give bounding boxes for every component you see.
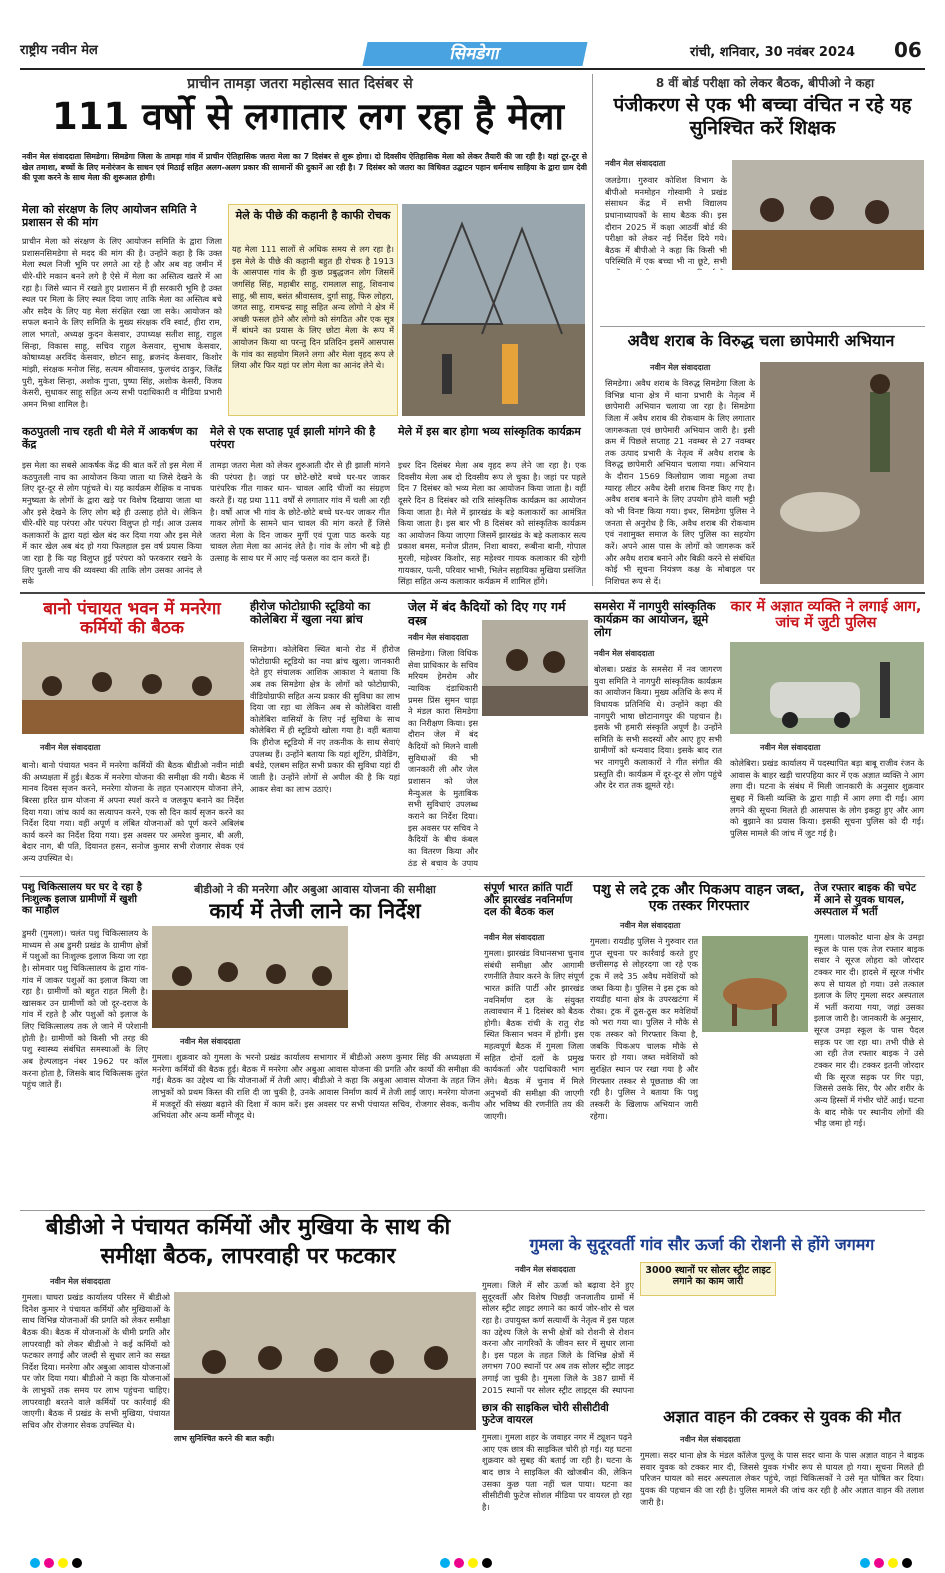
solar-byline: नवीन मेल संवाददाता (515, 1265, 576, 1274)
solar-highlight-box: 3000 स्थानों पर सोलर स्ट्रीट लाइट लगाने का काम जारी (640, 1262, 776, 1296)
bdo-text: गुमला। शुक्रवार को गुमला के भरनो प्रखंड कार्यालय सभागार में बीडीओ अरुण कुमार सिंह की अध्यक्षता में मनरेगा कर्मियों की बैठक हुई। बैठक में मनरेगा और अबुआ आवास योजना की प्रगति और कार्यो की समीक्षा की गई। बैठक का उद्देश्य था कि योजनाओं में तेजी आए। बीडीओ ने कहा कि अबुआ आवास योजना के तहत जिन लाभुकों को प्रथम किस्त की राशि दी जा चुकी है, उनके आवास निर्माण कार्य में तेजी लाई जाए। मनरेगा योजना में मजदूरों की संख्या बढ़ाने की दिशा में काम करें। इस अवसर पर सभी पंचायत सचिव, रोजगार सेवक, कनीय अभियंता और अन्य कर्मी मौजूद थे। (152, 1052, 480, 1121)
board-byline: नवीन मेल संवाददाता (605, 159, 666, 168)
lead-photo-drawing (402, 204, 585, 416)
accident-byline: नवीन मेल संवाददाता (680, 1435, 741, 1444)
bike-headline: तेज रफ्तार बाइक की चपेट में आने से युवक घायल, अस्पताल में भर्ती (814, 882, 916, 919)
lead-sub4-text: तामड़ा जतरा मेला को लेकर शुरुआती दौर से ही झाली मांगने की परंपरा है। जहां पर छोटे-छोटे बच्चे घर-घर जाकर पारंपरिक गीत गाकर धान- चावल आदि चीजों का संग्रहण करते हैं। यह प्रथा 111 वर्षों से लगातार गांव में चली आ रही है। वर्षो आज भी गांव के छोटे-छोटे बच्चे घर-घर जाकर गीत गाकर लोगों के सामने धान चावल की मांग करते हैं जिसे जतरा मेला के दिन जाकर मुर्गी एवं पूजा पाठ करके यह चावल लेता मेला का आनंद लेते है। गांव के लोग भी बड़े ही उत्साह के साथ घर में आए नई फसल का दान करते हैं। (210, 460, 390, 564)
nagpuri-text: बोलबा। प्रखंड के समसेरा में नव जागरण युवा समिति ने नागपुरी सांस्कृतिक कार्यक्रम का आयोजन किया। मुख्य अतिथि के रूप में विधायक प्रतिनिधि थे। उन्होंने कहा की नागपुरी भाषा छोटानागपुर की पहचान है। इसके भी हमारी संस्कृति अपूर्ण है। उन्होंने समिति के सभी सदस्यों और आए हुए सभी ग्रामीणों को धन्यवाद दिया। इसके बाद रात भर नागपुरी कलाकारों ने गीत संगीत की प्रस्तुति दी। कार्यक्रम में दूर-दूर से लोग पहुंचे और देर रात तक झूमते रहे। (594, 664, 722, 791)
registration-mark (72, 1558, 82, 1568)
board-photo-drawing (732, 160, 924, 270)
registration-mark (888, 1558, 898, 1568)
bdo-headline: कार्य में तेजी लाने का निर्देश (209, 899, 421, 923)
bano-photo-drawing (22, 642, 244, 734)
divider-row4 (20, 1210, 925, 1211)
vet-headline: पशु चिकित्सालय घर घर दे रहा है निःशुल्क इलाज ग्रामीणों में खुशी का माहौल (22, 882, 142, 916)
lead-sub2-title: मेले के पीछे की कहानी है काफी रोचक (235, 209, 391, 222)
accident-text: गुमला। सदर थाना क्षेत्र के मंडल कॉलेज पुल्लू के पास सदर थाना के पास अज्ञात वाहन ने बाइक सवार युवक को टक्कर मार दी, जिससे युवक गंभीर रूप से घायल हो गया। सूचना मिलते ही परिजन घायल को सदर अस्पताल लेकर पहुंचे, जहां चिकित्सकों ने उसे मृत घोषित कर दिया। युवक की पहचान की जा रही है। पुलिस मामले की जांच कर रही है और अज्ञात वाहन की तलाश जारी है। (640, 1450, 924, 1507)
lead-sub4-title: मेले से एक सप्ताह पूर्व झाली मांगने की है परंपरा (210, 425, 376, 451)
lead-headline: 111 वर्षो से लगातार लग रहा है मेला (52, 95, 564, 138)
jmm-text: गुमला। झारखंड विधानसभा चुनाव संबंधी समीक्षा और आगामी रणनीति तैयार करने के लिए संपूर्ण भारत क्रांति पार्टी और झारखंड नवनिर्माण दल के संयुक्त तत्वावधान में 1 दिसंबर को बैठक होगी। बैठक रांची के रातु रोड स्थित किसान भवन में होगी। इस महत्वपूर्ण बैठक में गुमला जिला सहित दोनों दलों के प्रमुख कार्यकर्ता और पदाधिकारी भाग लेंगे। बैठक में चुनाव में मिले अनुभवों की समीक्षा की जाएगी और भविष्य की रणनीति तय की जाएगी। (484, 948, 584, 1121)
bano-byline: नवीन मेल संवाददाता (40, 743, 101, 752)
studio-headline: हीरोज फोटोग्राफी स्टूडियो का कोलेबिरा में खुला नया ब्रांच (250, 599, 371, 627)
divider-row3 (20, 876, 925, 877)
lead-photo-fair (402, 204, 585, 416)
masthead-rule (20, 68, 925, 70)
bano-headline: बानो पंचायत भवन में मनरेगा कर्मियों की बैठक (43, 599, 221, 638)
bano-text: बानो। बानो पंचायत भवन में मनरेगा कर्मियों की बैठक बीडीओ नवीन मांडी की अध्यक्षता में हुई। बैठक में मनरेगा योजना की समीक्षा की गयी। बैठक में मानव दिवस सृजन करने, मनरेगा योजना के तहत एनआरएम योजना लेने, बिरसा हरित ग्राम योजना में अपना स्पर्श करने व जलकूप बनाने का निर्देश दिया गया। जांच कार्य का सत्यापन करने, एक सौ दिन कार्य सृजन करने का निर्देश दिया गया। वहीं अपूर्ण व लंबित योजनाओं को पूर्ण करने अबिलंब कार्य करने का निर्देश दिया गया। इस अवसर पर अमरेश कुमार, बी अली, बेदार नाग, बी पति, दियानत हसन, सनोज कुमार सभी रोजगार सेवक एवं अन्य उपस्थित थे। (22, 760, 244, 864)
page-number: 06 (894, 38, 922, 62)
truck-text: गुमला। रायडीह पुलिस ने गुरुवार रात गुप्त सूचना पर कार्रवाई करते हुए छत्तीसगढ़ से लोहरदगा जा रहे एक ट्रक में लदे 35 अवैध मवेशियों को जब्त किया है। पुलिस ने इस ट्रक को रायडीह थाना क्षेत्र के उपरखटंगा में रोका। ट्रक में ठूस-ठूस कर मवेशियों को भरा गया था। पुलिस ने मौके से एक तस्कर को गिरफ्तार किया है, जबकि पिकअप चालक मौके से फरार हो गया। जब्त मवेशियों को सुरक्षित स्थान पर रखा गया है और गिरफ्तार तस्कर से पूछताछ की जा रही है। पुलिस ने बताया कि पशु तस्करी के खिलाफ अभियान जारी रहेगा। (590, 936, 698, 1121)
bdo-text-side (352, 926, 480, 1048)
registration-mark (30, 1558, 40, 1568)
lead-sub3-text: इस मेला का सबसे आकर्षक केंद्र की बात करें तो इस मेला में कठपुतली नाच का आयोजन किया जाता था जिसे देखने के लिए दूर-दूर से लोग पहुंचते थे। यह कार्यक्रम शैक्षिक व नाचक मनुष्यता के लोगों के द्वारा खड़े पर विशेष दिखाया जाता था और इसे देखने के लिए लोग बड़े ही उत्साह होते थे। लेकिन धीरे-धीरे यह परंपरा और परंपरा विलुप्त हो गई। आज उत्सव कलाकारों के द्वारा यहां खेल बंद कर दिया गया और इस मेले में कार खेल अब बंद हो गया फिलहाल इस वर्ष प्रयास किया जा रहा है कि यह विलुप्त हुई परंपरा को फरकरार रखने के लिए पुतली नाच की व्यवस्था की ताकि लोग उसका आनंद ले सके (22, 460, 202, 586)
panchayat-text: गुमला। घाघरा प्रखंड कार्यालय परिसर में बीडीओ दिनेश कुमार ने पंचायत कर्मियों और मुखियाओं के साथ विभिन्न योजनाओं की प्रगति को लेकर समीक्षा बैठक की। बैठक में योजनाओं के धीमी प्रगति और लापरवाही को लेकर बीडीओ ने कई कर्मियों को फटकार लगाई और जल्दी से सुधार लाने का सख्त निर्देश दिया। मनरेगा और अबुआ आवास योजनाओं पर जोर दिया गया। बीडीओ ने कहा कि योजनाओं के लाभुकों तक समय पर लाभ पहुंचना चाहिए। लापरवाही बरतने वाले कर्मियों पर कार्रवाई की जाएगी। बैठक में प्रखंड के सभी मुखिया, पंचायत सचिव और रोजगार सेवक उपस्थित थे। (22, 1292, 170, 1431)
registration-mark (58, 1558, 68, 1568)
bdo-photo (152, 926, 348, 1028)
jail-photo (482, 620, 588, 716)
jmm-headline: संपूर्ण भारत क्रांति पार्टी और झारखंड नवनिर्माण दल की बैठक कल (484, 882, 573, 919)
lead-intro: नवीन मेल संवाददाता सिमडेगा। सिमडेगा जिला के तामड़ा गांव में प्राचीन ऐतिहासिक जतरा मेला का 7 दिसंबर से शुरू होगा। दो दिवसीय ऐतिहासिक मेला को लेकर तैयारी की जा रही है। यहां टूर-टूर से खेल तमाशा, बच्चों के लिए मनोरंजन के साधन एवं मिठाई सहित अलग-अलग प्रकार की सामानों की दुकानें आ रही है। 7 दिसंबर को जतरा का विधिवत उद्घाटन पहान धर्मनाथ साहिया के द्वारा ग्राम देवी की पूजा करने के साथ मेला की शुरूआत होगी। (22, 152, 587, 183)
jail-text-cont (482, 722, 588, 870)
bdo-byline: नवीन मेल संवाददाता (180, 1037, 241, 1046)
jmm-byline: नवीन मेल संवाददाता (484, 933, 545, 942)
studio-text: सिमडेगा। कोलेबिरा स्थित बानो रोड में हीरोज फोटोग्राफी स्टूडियो का नया ब्रांच खुला। जानकारी देते हुए संचालक आशिक आकाश ने बताया कि अब तक सिमडेगा क्षेत्र के लोगों को फोटोग्राफी, वीडियोग्राफी सहित अन्य प्रकार की सुविधा का लाभ दिया जा रहा था लेकिन अब से कोलेबिरा वासी कोलेबिरा वासियों के लिए नई सुविधा के साथ कोलेबिरा में ही स्टूडियो खोला गया है। वहीं बताया कि हीरोज स्टूडियो में नए तकनीक के साथ सेवाएं उपलब्ध हैं। उन्होंने बताया कि यहां शूटिंग, प्रीवेडिंग, बर्थडे, एलबम सहित सभी प्रकार की सुविधा यहां दी जाती है। उन्होंने लोगों से अपील की है कि यहां आकर सेवा का लाभ उठाएं। (250, 644, 400, 794)
section-tab: सिमडेगा (362, 42, 587, 66)
panchayat-caption: लाभ सुनिश्चित करने की बात कही। (174, 1434, 275, 1443)
truck-text-cont (702, 1036, 808, 1204)
registration-mark (482, 1558, 492, 1568)
accident-headline: अज्ञात वाहन की टक्कर से युवक की मौत (663, 1407, 901, 1426)
lead-sub1-text: प्राचीन मेला को संरक्षण के लिए आयोजन समिति के द्वारा जिला प्रशासनसिमडेगा से मदद की मांग की है। उन्होंने कहा है कि उक्त मेला स्थल निजी भूमि पर लगते आ रहे है और अब वह जमीन में धीरे-धीरे मकान बनने लगे है ऐसे में मेला का अस्तित्व खतरे में आ रहा है। जिसे ध्यान में रखते हुए प्रशासन में ही सरकारी भूमि है उक्त स्थल पर मिला के लिए स्थल दिया जाए ताकि मेला का अस्तित्व बचे और सदैव के लिए यह मेला संरक्षित रखा जा सके। आयोजन को सफल बनाने के लिए समिति के मुख्य संरक्षक रवि स्वार्ट, हीरा राम, लाल भगतो, अध्यक्ष कुदन केसवार, उपाध्यक्ष सतीश साहू, राहुल सिन्हा, विकास साहू, सचिव राहुल केसवार, सुभाष केसवार, कोषाध्यक्ष अरविंद केसवार, छोटन साहू, ब्रजनंद केसवार, किशोर मांझी, संरक्षक मनोज सिंह, सत्यम श्रीवास्तव, फुलचंद ठाकुर, जितेंद्र पुरी, मुकेश सिन्हा, अशोक गुप्ता, पुष्पा सिंह, अशोक केसरी, विजय केसरी, सुधाकर साहू सहित अन्य सभी पदाधिकारी व मीडिया प्रभारी अमन मिश्रा शामिल है। (22, 236, 222, 409)
registration-mark (468, 1558, 478, 1568)
truck-photo (702, 936, 808, 1032)
board-text: जलडेगा। गुरुवार कोशिश विभाग के बीपीओ मनमोहन गोस्वामी ने प्रखंड संसाधन केंद्र में सभी विद्यालय प्रधानाध्यापकों के साथ बैठक की। इस दौरान 2025 में कक्षा आठवीं बोर्ड की परीक्षा को लेकर नई निर्देश दिये गये। बैठक में बीपीओ ने कहा कि किसी भी परिस्थिति में एक बच्चा भी ना छूटे, सभी (605, 175, 727, 267)
bike-text: गुमला। पालकोट थाना क्षेत्र के उमड़ा स्कूल के पास एक तेज रफ्तार बाइक सवार ने सूरज लोहरा को जोरदार टक्कर मार दी। हादसे में सूरज गंभीर रूप से घायल हो गया। उसे तत्काल इलाज के लिए गुमला सदर अस्पताल में भर्ती कराया गया, जहां उसका इलाज जारी है। जानकारी के अनुसार, सूरज उमड़ा स्कूल के पास पैदल सड़क पर जा रहा था। तभी पीछे से आ रही तेज रफ्तार बाइक ने उसे टक्कर मार दी। टक्कर इतनी जोरदार थी कि सूरज सड़क पर गिर पड़ा, जिससे उसके सिर, पैर और शरीर के अन्य हिस्सों में गंभीर चोटें आई। घटना के बाद मौके पर स्थानीय लोगों की भीड़ जमा हो गई। (814, 932, 924, 1129)
liquor-text: सिमडेगा। अवैध शराब के विरुद्ध सिमडेगा जिला के विभिन्न थाना क्षेत्र में थाना प्रभारी के नेतृत्व में छापेमारी अभियान चलाया जा रहा है। सिमडेगा जिला में अवैध शराब की रोकथाम के लिए लगातार जागरूकता एवं छापेमारी अभियान जारी है। इसी क्रम में पिछले सप्ताह 21 नवम्बर से 27 नवम्बर तक उत्पाद प्रभारी के नेतृत्व में अवैध शराब के विरुद्ध छापेमारी अभियान चलाया गया। अभियान के दौरान 1569 किलोग्राम जावा महुआ तथा ग्यारह लीटर अवैध देसी शराब विनष्ट किए गए है। अवैध शराब बनाने के लिए उपयोग होने वाली भट्टी को भी विनष्ट किया गया। इधर, सिमडेगा पुलिस ने जनता से अनुरोध है कि, अवैध शराब की रोकथाम एवं नशामुक्त समाज के लिए पुलिस का सहयोग करें। अपने आस पास के लोगों को जागरूक करें और अवैध शराब बनाने और बिक्री करने से संबंधित कोई भी सूचना नियंत्रण कक्ष के मोबाइल पर निशिचत रूप से दें। (605, 378, 755, 586)
panchayat-text-cont (174, 1448, 476, 1550)
truck-photo-drawing (702, 936, 808, 1032)
column-divider (592, 74, 593, 586)
bdo-strap: बीडीओ ने की मनरेगा और अबुआ आवास योजना की समीक्षा (194, 883, 436, 896)
truck-headline: पशु से लदे ट्रक और पिकअप वाहन जब्त, एक तस्कर गिरफ्तार (593, 882, 805, 915)
nagpuri-headline: समसेरा में नागपुरी सांस्कृतिक कार्यक्रम का आयोजन, झूमे लोग (594, 599, 716, 640)
fire-text: कोलेबिरा। प्रखंड कार्यालय में पदस्थापित बड़ा बाबू राजीव रंजन के आवास के बाहर खड़ी चारपहिया कार में एक अज्ञात व्यक्ति ने आग लगा दी। घटना के संबंध में मिली जानकारी के अनुसार शुक्रवार सुबह में किसी व्यक्ति के द्वारा गाड़ी में आग लगा दी गई। आग लगने की सूचना मिलते ही आसपास के लोग इकट्ठा हुए और आग को बुझाने का प्रयास किया। इसकी सूचना पुलिस को दी गई। पुलिस मामले की जांच में जुट गई है। (730, 758, 924, 838)
lead-sub2-text: यह मेला 111 सालों से अधिक समय से लग रहा है। इस मेले के पीछे की कहानी बहुत ही रोचक है 1913 के आसपास गांव के ही कुछ प्रबुद्धजन लोग जिसमें जगसिंह सिंह, महाबीर साहू, रामलाल साहू, शिवनाथ साहू, श्री साय, बसंत श्रीवास्तव, दुर्गा साहू, फिरु लोहरा, जगत साहू, रामचन्द्र साहू सहित अन्य लोगो ने क्षेत्र में अच्छी फसल होने और लोगो को संगठित और एक सूत्र में बांधने का प्रयास के लिए छोटा मेला के रूप में आयोजन किया था परन्तु दिन प्रतिदिन इसमें आसपास के गांव का सहयोग मिलने लगा और मेला वृहद रूप ले लिया और फिर यहां पर लोग मेला का आनंद लेने थे। (232, 244, 394, 371)
panchayat-photo (174, 1292, 476, 1430)
truck-byline: नवीन मेल संवाददाता (620, 921, 681, 930)
cycle-text: गुमला। गुमला शहर के जवाहर नगर में ट्यूशन पढ़ने आए एक छात्र की साइकिल चोरी हो गई। यह घटना शुक्रवार को सुबह की बताई जा रही है। घटना के बाद छात्र ने साइकिल की खोजबीन की, लेकिन उसका कुछ पता नहीं चल पाया। घटना का सीसीटीवी फुटेज सोशल मीडिया पर वायरल हो रहा है। (482, 1432, 632, 1512)
registration-mark (44, 1558, 54, 1568)
nagpuri-byline: नवीन मेल संवाददाता (594, 649, 655, 658)
registration-mark (874, 1558, 884, 1568)
registration-mark (860, 1558, 870, 1568)
cycle-headline: छात्र की साइकिल चोरी सीसीटीवी फुटेज वायरल (482, 1402, 609, 1427)
divider-row2 (20, 592, 925, 594)
jail-headline: जेल में बंद कैदियों को दिए गए गर्म वस्त्र (408, 599, 566, 629)
fire-headline: कार में अज्ञात व्यक्ति ने लगाई आग, जांच में जुटी पुलिस (730, 599, 922, 631)
lead-sub3-title: कठपुतली नाच रहती थी मेले में आकर्षण का केंद्र (22, 425, 198, 451)
solar-text-right (786, 1264, 924, 1396)
jail-text: सिमडेगा। जिला विधिक सेवा प्राधिकार के सचिव मरियम हेमरोम और न्यायिक दंडाधिकारी प्रमस प्रिंस सुमन चाड़ा ने मंडल कारा सिमडेगा का निरीक्षण किया। इस दौरान जेल में बंद कैदियों को मिलने वाली सुविधाओं की भी जानकारी ली और जेल प्रशासन को जेल मैन्युअल के मुताबिक सभी सुविधाएं उपलब्ध कराने का निर्देश दिया। इस अवसर पर सचिव ने कैदियों के बीच कंबल का वितरण किया और ठंड से बचाव के उपाय (408, 648, 478, 868)
liquor-headline: अवैध शराब के विरुद्ध चला छापेमारी अभियान (627, 331, 895, 350)
registration-mark (902, 1558, 912, 1568)
board-strap: 8 वीं बोर्ड परीक्षा को लेकर बैठक, बीपीओ ने कहा (655, 76, 875, 90)
registration-mark (440, 1558, 450, 1568)
lead-strap: प्राचीन तामड़ा जतरा महोत्सव सात दिसंबर से (187, 76, 413, 92)
board-text-cont (605, 272, 923, 314)
vet-text: डुमरी (गुमला)। चलंत पशु चिकित्सालय के माध्यम से अब डुमरी प्रखंड के ग्रामीण क्षेत्रों में पशुओं का निःशुल्क इलाज किया जा रहा है। सोमवार पशु चिकित्सालय के द्वारा गांव-गांव में जाकर पशुओं का इलाज किया जा रहा है। ग्रामीणों को बहुत राहत मिली है। खासकर उन ग्रामीणों को जो दूर-दराज के गांव में रहते है और पशुओं को इलाज के लिए चिकित्सालय तक ले जाने में परेशानी होती है। ग्रामीणों को किसी भी तरह की पशु स्वास्थ्य संबंधित समस्याओं के लिए अब हेल्पलाइन नंबर 1962 पर कॉल करना होता है, जिसके बाद चिकित्सक तुरंत पहुंच जाते हैं। (22, 928, 148, 1090)
solar-headline: गुमला के सुदूरवर्ती गांव सौर ऊर्जा की रोशनी से होंगे जगमग (529, 1235, 875, 1254)
divider-liquor (600, 326, 925, 327)
liquor-photo (760, 362, 924, 584)
panchayat-headline: बीडीओ ने पंचायत कर्मियों और मुखिया के साथ की समीक्षा बैठक, लापरवाही पर फटकार (45, 1215, 451, 1269)
lead-sub5-text: इधर दिन दिसंबर मेला अब वृहद रूप लेने जा रहा है। एक दिवसीय मेला अब दो दिवसीय रूप ले चुका है। जहां पर पहले दिन 7 दिसंबर को भव्य मेला का आयोजन किया जाता है। वहीं दूसरे दिन 8 दिसंबर को रात्रि सांस्कृतिक कार्यक्रम का आयोजन किया जाता है। मेले में झारखंड के बड़े कलाकारों का आमंत्रित किया जाता है। इस बार भी 8 दिसंबर को सांस्कृतिक कार्यक्रम का आयोजन किया जाएगा जिसमें झारखंड के बड़े कलाकार सत्य प्रकाश बमस, मनोज प्रीतम, निशा बावरा, रूबीना बानी, गोपाल मुरली, महेश्वर किशोर, सह महेश्वर गायक कलाकार की रहेगी गायकार, पत्नी, परिवार भाभी, भिलेन सहायिका मुखिया प्रसंजित सिंहा सहित अन्य कलाकार कर्यक्रम में शामिल होंगे। (398, 460, 586, 586)
lead-sub5-title: मेले में इस बार होगा भव्य सांस्कृतिक कार्यक्रम (398, 425, 581, 438)
masthead-logo: राष्ट्रीय नवीन मेल (20, 43, 98, 58)
jail-photo-drawing (482, 620, 588, 716)
liquor-byline: नवीन मेल संवाददाता (650, 363, 711, 372)
bano-photo (22, 642, 244, 734)
dateline: रांची, शनिवार, 30 नवंबर 2024 (690, 45, 856, 60)
board-photo (732, 160, 924, 270)
panchayat-photo-drawing (174, 1292, 476, 1430)
fire-photo (730, 642, 924, 734)
solar-text: गुमला। जिले में सौर ऊर्जा को बढ़ावा देने हुए सुदूरवर्ती और विशेष पिछड़ी जनजातीय ग्रामों में सोलर स्ट्रीट लाइट लगाने का कार्य जोर-शोर से चल रहा है। उपायुक्त कर्ण सत्यार्थी के नेतृत्व में इस पहल का उद्देश्य जिले के सभी क्षेत्रों को रोशनी से रोशन करना और नागरिकों के जीवन स्तर में सुधार लाना है। इस पहल के तहत जिले के विभिन्न क्षेत्रों में लगभग 700 स्थानों पर अब तक सोलर स्ट्रीट लाइट लगाई जा चुकी है। गुमला जिले के 387 ग्रामों में 2015 स्थानों पर सोलर स्ट्रीट लाइट्स की स्थापना (482, 1280, 634, 1395)
panchayat-byline: नवीन मेल संवाददाता (50, 1277, 111, 1286)
solar-text-mid (640, 1300, 780, 1396)
lead-sub1-title: मेला को संरक्षण के लिए आयोजन समिति ने प्रशासन से की मांग (22, 203, 197, 229)
fire-photo-drawing (730, 642, 924, 734)
liquor-photo-drawing (760, 362, 924, 584)
fire-byline: नवीन मेल संवाददाता (760, 743, 821, 752)
board-headline: पंजीकरण से एक भी बच्चा वंचित न रहे यह सुनिश्चित करें शिक्षक (613, 94, 912, 139)
jail-byline: नवीन मेल संवाददाता (408, 633, 469, 642)
registration-mark (454, 1558, 464, 1568)
bdo-photo-drawing (152, 926, 348, 1028)
